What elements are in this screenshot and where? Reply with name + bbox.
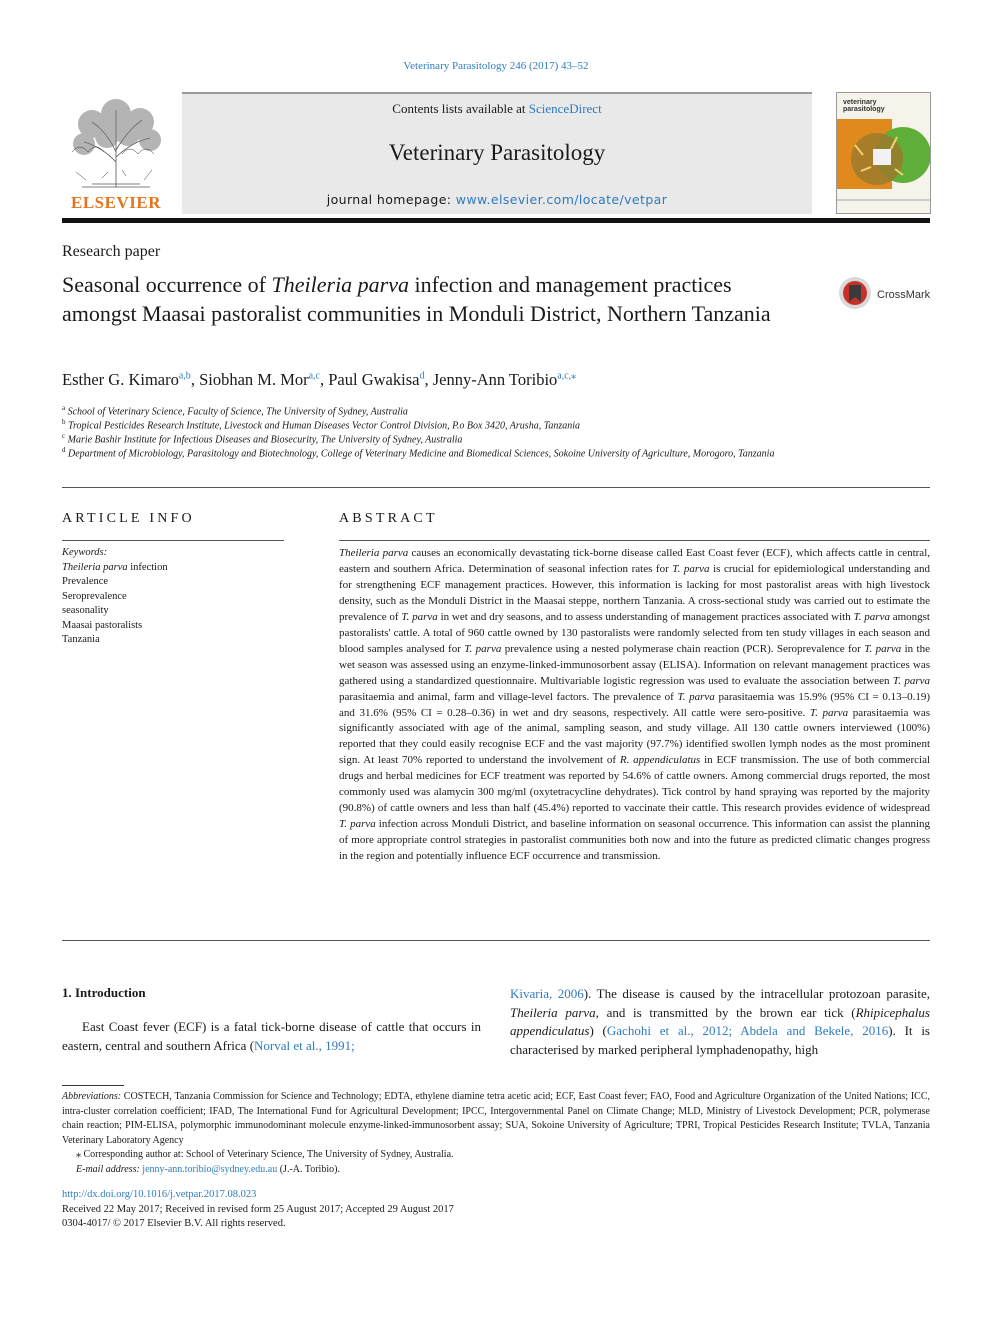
contents-availability (182, 101, 812, 117)
copyright: 0304-4017/ © 2017 Elsevier B.V. All rights reserved. (62, 1218, 286, 1229)
cover-artwork (837, 115, 930, 213)
email-footnote: E-mail address: jenny-ann.toribio@sydney.edu.au (J.-A. Toribio). (76, 1163, 340, 1175)
keyword[interactable]: Maasai pastoralists (62, 619, 143, 631)
abstract-rule (339, 540, 930, 541)
keyword[interactable]: seasonality (62, 605, 109, 616)
author[interactable]: Jenny-Ann Toribio$^{a,c,⁎}$ (432, 370, 577, 389)
introduction-column-1: East Coast fever (ECF) is a fatal tick-borne disease of cattle that occurs in eastern, central and southern Africa (Norval et al., 1991; (62, 1019, 481, 1053)
cover-title-line2: parasitology (843, 106, 885, 113)
article-type: Research paper (62, 243, 161, 260)
title-part1: Seasonal occurrence of (62, 272, 272, 297)
received-dates: Received 22 May 2017; Received in revised form 25 August 2017; Accepted 29 August 2017 (62, 1203, 454, 1215)
abstract-heading: ABSTRACT (339, 511, 438, 526)
article-title (62, 270, 802, 328)
keywords-list (62, 546, 282, 648)
abstract-body: Theileria parva causes an economically devastating tick-borne disease called East Coast fever (ECF), which affects cattle in central, eastern and southern Africa. Determination of seasonal infection rates for T. parva is crucial for epidemiological understanding and for strengthening ECF management practices. However, this information is lacking for most pastoralist areas with high livestock density, such as the Monduli District in the Maasai steppe, northern Tanzania. A cross-sectional study was carried out to estimate the prevalence of T. parva in wet and dry seasons, and to assess understanding of management practices associated with T. parva amongst pastoralists' cattle. A total of 960 cattle owned by 130 pastoralists were randomly selected from ten study villages in each season and blood samples analysed for T. parva prevalence using a nested polymerase chain reaction (PCR). Seroprevalence for T. parva in the wet season was assessed using an enzyme-linked-immunosorbent assay (ELISA). Information on relevant management practices was gathered using a standardized questionnaire. Multivariable logistic regression was used to evaluate the association between T. parva parasitaemia and animal, farm and village-level factors. The prevalence of T. parva parasitaemia was 15.9% (95% CI = 0.13–0.19) and 31.6% (95% CI = 0.28–0.36) in wet and dry seasons, respectively. All cattle were sero-positive. T. parva parasitaemia was significantly associated with age of the animal, sampling season, and study village. All 130 cattle owners interviewed (100%) reported that they could easily recognise ECF and the vast majority (97.7%) identified swollen lymph nodes as the most prominent sign. At least 70% reported to understand the involvement of R. appendiculatus in ECF transmission. The use of both commercial drugs and herbal medicines for ECF treatment was reported by 54.6% of cattle owners. Among commercial drugs reported, the most commonly used was alamycin 300 mg/ml (oxytetracycline dehydrates). Tick control by hand spraying was reported by the majority (90.8%) of cattle owners and less than half (45.4%) reported to vaccinate their cattle. This research provides evidence of widespread T. parva infection across Monduli District, and baseline information on seasonal occurrence. This information can assist the planning of more appropriate control strategies in pastoralist communities both now and into the future as predicted climatic changes progress in the region and potentially influence ECF occurrence and transmission. (339, 547, 931, 863)
author[interactable]: Siobhan M. Mor$^{a,c}$, (199, 370, 329, 389)
affiliation: $^c$ Marie Bashir Institute for Infectious Diseases and Biosecurity, The University of Sydney, Australia (62, 432, 463, 446)
elsevier-wordmark: ELSEVIER (71, 193, 161, 212)
journal-cover-thumbnail[interactable] (836, 92, 931, 214)
doi-link[interactable]: http://dx.doi.org/10.1016/j.vetpar.2017.08.023 (62, 1189, 257, 1200)
author-affiliation-marker[interactable]: a,b (178, 370, 191, 382)
homepage-prefix: journal homepage: (326, 192, 452, 207)
keywords-label: Keywords: (62, 547, 108, 558)
article-info-rule (62, 540, 284, 541)
affiliation: $^a$ School of Veterinary Science, Faculty of Science, The University of Sydney, Australia (62, 404, 408, 418)
title-part2: infection and management practices amongst Maasai pastoralist communities in Monduli District, Northern Tanzania (62, 272, 771, 326)
reference-link[interactable]: Norval et al., 1991; (254, 1037, 355, 1053)
journal-citation[interactable]: Veterinary Parasitology 246 (2017) 43–52 (403, 60, 589, 72)
sciencedirect-link[interactable]: ScienceDirect (528, 101, 602, 116)
journal-title: Veterinary Parasitology (388, 140, 606, 165)
footnote-rule (62, 1085, 124, 1086)
author-affiliation-marker[interactable]: a,c (308, 370, 320, 382)
keyword[interactable]: Seroprevalence (62, 590, 127, 602)
journal-homepage (182, 192, 812, 207)
article-info-heading: ARTICLE INFO (62, 511, 195, 526)
keyword[interactable]: Prevalence (62, 576, 109, 587)
abstract-end-rule (62, 940, 930, 941)
publication-info (62, 1188, 662, 1232)
header-rule (62, 218, 930, 223)
section-divider (62, 487, 930, 488)
crossmark-label[interactable]: CrossMark (877, 289, 931, 301)
affiliation: $^d$ Department of Microbiology, Parasitology and Biotechnology, College of Veterinary Medicine and Biomedical Sciences, Sokoine University of Agriculture, Morogoro, Tanzania (62, 446, 775, 460)
introduction-column-2: Kivaria, 2006). The disease is caused by the intracellular protozoan parasite, Theileria parva, and is transmitted by the brown ear tick (Rhipicephalus appendiculatus) (Gachohi et al., 2012; Abdela and Bekele, 2016). It is characterised by marked peripheral lymphadenopathy, high (510, 986, 931, 1057)
email-link[interactable]: jenny-ann.toribio@sydney.edu.au (142, 1163, 278, 1175)
title-species: Theileria parva (271, 272, 410, 297)
contents-prefix: Contents lists available at (392, 101, 526, 116)
keyword[interactable]: Tanzania (62, 634, 100, 645)
author[interactable]: Paul Gwakisa$^d$, (328, 370, 433, 389)
cover-title-line1: veterinary (843, 99, 877, 106)
affiliation: $^b$ Tropical Pesticides Research Institute, Livestock and Human Diseases Vector Control Division, P.o Box 3420, Arusha, Tanzania (62, 418, 581, 432)
reference-link[interactable]: Gachohi et al., 2012; Abdela and Bekele, 2016 (606, 1023, 889, 1038)
footnotes (62, 1090, 930, 1177)
corresponding-author-note: ⁎ Corresponding author at: School of Veterinary Science, The University of Sydney, Australia. (76, 1149, 454, 1160)
author-affiliation-marker[interactable]: a,c,⁎ (557, 370, 577, 382)
author[interactable]: Esther G. Kimaro$^{a,b}$, (62, 370, 200, 389)
abbreviations-footnote: Abbreviations: COSTECH, Tanzania Commission for Science and Technology; EDTA, ethylene diamine tetra acetic acid; ECF, East Coast fever; FAO, Food and Agriculture Organization of the United Nations; ICC, intra-cluster correlation coefficient; IFAD, The International Fund for Agricultural Development; IPCC, Intergovernmental Panel on Climate Change; MLD, Ministry of Livestock Development; PCR, polymerase chain reaction; PIM-ELISA, polymorphic immunodominant molecule enzyme-linked-immunosorbent assay; SUA, Sokoine University of Agriculture; TPRI, Tropical Pesticides Research Institute; TVLA, Tanzania Veterinary Laboratory Agency (62, 1091, 930, 1146)
introduction-heading: 1. Introduction (62, 985, 146, 1000)
homepage-link[interactable]: www.elsevier.com/locate/vetpar (455, 192, 668, 207)
author-list (62, 370, 922, 390)
keyword[interactable]: Theileria parva infection (62, 561, 168, 573)
reference-link[interactable]: Kivaria, 2006 (510, 986, 584, 1001)
author-affiliation-marker[interactable]: d (419, 370, 425, 382)
